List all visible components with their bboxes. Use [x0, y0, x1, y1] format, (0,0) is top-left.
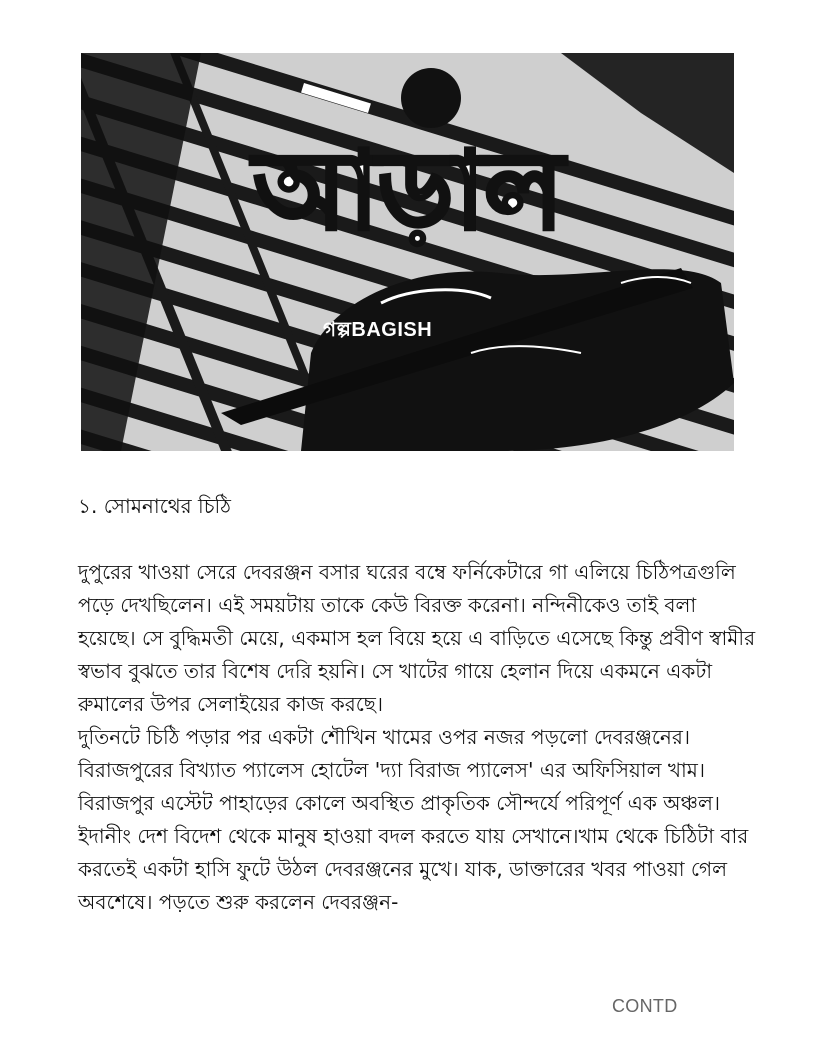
paragraph-2: দুতিনটে চিঠি পড়ার পর একটা শৌখিন খামের ওপর নজর পড়লো দেবরঞ্জনের। বিরাজপুরের বিখ্যাত প্যালেস হোটেল 'দ্যা বিরাজ প্যালেস' এর অফিসিয়াল খাম। বিরাজপুর এস্টেট পাহাড়ের কোলে অবস্থিত প্রাকৃতিক সৌন্দর্যে পরিপূর্ণ এক অঞ্চল। ইদানীং দেশ বিদেশ থেকে মানুষ হাওয়া বদল করতে যায় সেখানে।খাম থেকে চিঠিটা বার করতেই একটা হাসি ফুটে উঠল দেবরঞ্জনের মুখে। যাক, ডাক্তারের খবর পাওয়া গেল অবশেষে। পড়তে শুরু করলেন দেবরঞ্জন-	[78, 725, 749, 914]
paragraph-1: দুপুরের খাওয়া সেরে দেবরঞ্জন বসার ঘরের বম্বে ফর্নিকেটারে গা এলিয়ে চিঠিপত্রগুলি পড়ে দেখছিলেন। এই সময়টায় তাকে কেউ বিরক্ত করেনা। নন্দিনীকেও তাই বলা হয়েছে। সে বুদ্ধিমতী মেয়ে, একমাস হল বিয়ে হয়ে এ বাড়িতে এসেছে কিন্তু প্রবীণ স্বামীর স্বভাব বুঝতে তার বিশেষ দেরি হয়নি। সে খাটের গায়ে হেলান দিয়ে একমনে একটা রুমালের উপর সেলাইয়ের কাজ করছে।	[78, 560, 756, 716]
chapter-title: ১. সোমনাথের চিঠি	[78, 494, 231, 518]
cover-author: গল্পBAGISH	[323, 319, 433, 341]
cover-image	[81, 53, 734, 451]
continued-label: CONTD	[612, 996, 678, 1016]
story-body	[78, 556, 758, 919]
cover-title: আড়াল	[253, 128, 562, 254]
